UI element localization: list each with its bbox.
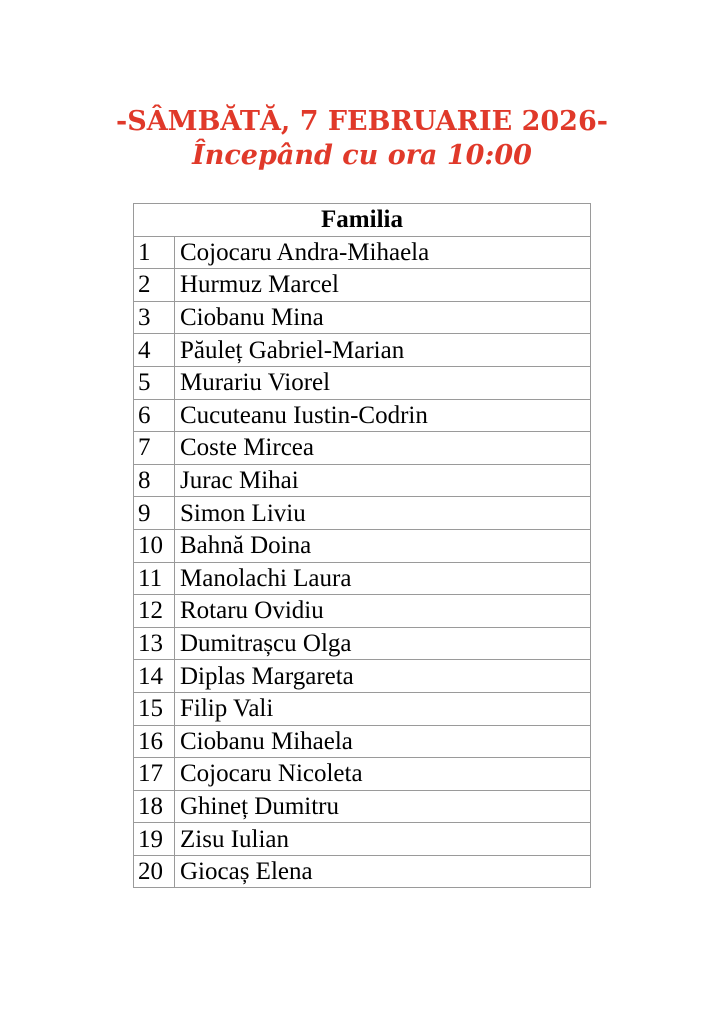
- table-row: [134, 399, 591, 432]
- row-name: Ciobanu Mihaela: [175, 725, 591, 758]
- table-row: [134, 464, 591, 497]
- row-name: Manolachi Laura: [175, 562, 591, 595]
- heading-date: -SÂMBĂTĂ, 7 FEBRUARIE 2026-: [116, 106, 608, 137]
- table-body: [134, 236, 591, 888]
- table-row: [134, 790, 591, 823]
- row-name: Cucuteanu Iustin-Codrin: [175, 399, 591, 432]
- row-name: Dumitrașcu Olga: [175, 627, 591, 660]
- row-number: 3: [134, 301, 175, 334]
- row-number: 19: [134, 823, 175, 856]
- table-row: [134, 758, 591, 791]
- row-number: 15: [134, 692, 175, 725]
- row-number: 9: [134, 497, 175, 530]
- row-name: Jurac Mihai: [175, 464, 591, 497]
- row-number: 11: [134, 562, 175, 595]
- table-row: [134, 236, 591, 269]
- table-row: [134, 432, 591, 465]
- table-row: [134, 497, 591, 530]
- row-number: 20: [134, 855, 175, 888]
- row-name: Ciobanu Mina: [175, 301, 591, 334]
- row-number: 13: [134, 627, 175, 660]
- table-header-familia: Familia: [134, 204, 591, 237]
- table-row: [134, 595, 591, 628]
- row-number: 7: [134, 432, 175, 465]
- row-number: 1: [134, 236, 175, 269]
- table-row: [134, 692, 591, 725]
- table-row: [134, 301, 591, 334]
- row-name: Filip Vali: [175, 692, 591, 725]
- table-header-row: [134, 204, 591, 237]
- table-row: [134, 660, 591, 693]
- table-row: [134, 562, 591, 595]
- row-number: 6: [134, 399, 175, 432]
- table-row: [134, 855, 591, 888]
- table-row: [134, 627, 591, 660]
- row-number: 2: [134, 269, 175, 302]
- heading-start-time: Începând cu ora 10:00: [192, 140, 532, 171]
- row-name: Ghineț Dumitru: [175, 790, 591, 823]
- row-name: Diplas Margareta: [175, 660, 591, 693]
- row-number: 8: [134, 464, 175, 497]
- row-name: Hurmuz Marcel: [175, 269, 591, 302]
- row-number: 4: [134, 334, 175, 367]
- row-name: Murariu Viorel: [175, 366, 591, 399]
- row-number: 5: [134, 366, 175, 399]
- row-number: 17: [134, 758, 175, 791]
- row-number: 14: [134, 660, 175, 693]
- table-row: [134, 366, 591, 399]
- row-name: Bahnă Doina: [175, 529, 591, 562]
- row-name: Giocaș Elena: [175, 855, 591, 888]
- row-number: 16: [134, 725, 175, 758]
- row-name: Rotaru Ovidiu: [175, 595, 591, 628]
- row-name: Cojocaru Nicoleta: [175, 758, 591, 791]
- family-table: [133, 203, 591, 888]
- table-row: [134, 725, 591, 758]
- row-number: 12: [134, 595, 175, 628]
- row-number: 10: [134, 529, 175, 562]
- row-name: Păuleț Gabriel-Marian: [175, 334, 591, 367]
- table-row: [134, 529, 591, 562]
- row-name: Simon Liviu: [175, 497, 591, 530]
- table-row: [134, 334, 591, 367]
- row-name: Zisu Iulian: [175, 823, 591, 856]
- table-row: [134, 269, 591, 302]
- row-name: Coste Mircea: [175, 432, 591, 465]
- row-number: 18: [134, 790, 175, 823]
- row-name: Cojocaru Andra-Mihaela: [175, 236, 591, 269]
- table-row: [134, 823, 591, 856]
